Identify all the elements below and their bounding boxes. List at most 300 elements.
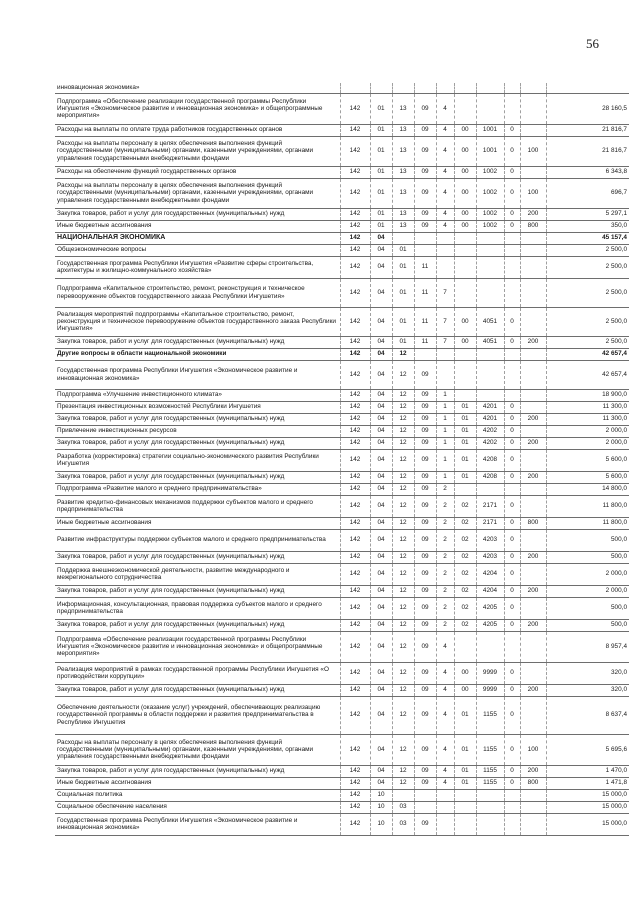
c-subprogram-cell: 1 [436,471,454,483]
table-row [55,631,629,662]
c-group-cell: 02 [454,551,476,563]
c-group-cell: 00 [454,124,476,136]
row-name: Другие вопросы в области национальной экономики [55,348,340,360]
c-program-cell: 09 [414,471,436,483]
table-row [55,336,629,348]
c-program-cell: 09 [414,597,436,619]
table-row [55,413,629,425]
c-subprogram-cell: 2 [436,619,454,631]
c-amount-cell: 2 500,0 [546,336,629,348]
c-subprogram-cell: 1 [436,425,454,437]
table-row [55,208,629,220]
row-name: Закупка товаров, работ и услуг для государственных (муниципальных) нужд [55,437,340,449]
c-direction-cell [476,244,504,256]
row-name: инновационная экономика» [55,83,340,93]
c-extra-cell [504,801,520,813]
table-row [55,662,629,684]
c-grbs-cell: 142 [340,360,370,389]
c-grbs-cell: 142 [340,517,370,529]
c-grbs-cell: 142 [340,662,370,684]
c-amount-cell: 2 000,0 [546,563,629,585]
c-program-cell: 09 [414,495,436,517]
c-grbs-cell: 142 [340,278,370,307]
c-subsection-cell: 12 [392,597,414,619]
c-group-cell [454,256,476,278]
c-subprogram-cell: 1 [436,389,454,401]
c-grbs-cell: 142 [340,483,370,495]
c-subprogram-cell: 7 [436,307,454,336]
c-program-cell: 11 [414,336,436,348]
row-name: Подпрограмма «Обеспечение реализации государственной программы Республики Ингушетия «Экономическое развитие и инновационная экономика» и общепрограммные мероприятия» [55,631,340,662]
c-expense-type-cell [520,597,546,619]
c-group-cell: 01 [454,696,476,734]
c-section-cell: 04 [370,413,392,425]
c-expense-type-cell: 200 [520,336,546,348]
c-extra-cell: 0 [504,437,520,449]
c-amount-cell: 11 800,0 [546,495,629,517]
table-row [55,307,629,336]
c-subprogram-cell: 1 [436,413,454,425]
c-program-cell: 09 [414,360,436,389]
table-body [55,83,629,835]
c-subprogram-cell: 7 [436,278,454,307]
row-name: Закупка товаров, работ и услуг для государственных (муниципальных) нужд [55,684,340,696]
row-name: Государственная программа Республики Ингушетия «Экономическое развитие и инновационная экономика» [55,813,340,835]
c-extra-cell: 0 [504,684,520,696]
c-expense-type-cell [520,425,546,437]
c-direction-cell: 2171 [476,517,504,529]
c-subprogram-cell: 4 [436,765,454,777]
c-group-cell [454,813,476,835]
c-section-cell: 01 [370,166,392,178]
c-direction-cell [476,93,504,124]
c-direction-cell: 9999 [476,684,504,696]
c-extra-cell [504,348,520,360]
row-name: Закупка товаров, работ и услуг для государственных (муниципальных) нужд [55,765,340,777]
row-name: Социальная политика [55,789,340,801]
c-direction-cell: 4208 [476,449,504,471]
c-amount-cell: 500,0 [546,619,629,631]
c-direction-cell: 4205 [476,597,504,619]
row-name: Социальное обеспечение населения [55,801,340,813]
c-expense-type-cell [520,801,546,813]
c-group-cell: 01 [454,777,476,789]
row-name: Общеэкономические вопросы [55,244,340,256]
c-subsection-cell: 12 [392,360,414,389]
c-extra-cell: 0 [504,619,520,631]
c-subsection-cell: 12 [392,529,414,551]
row-name: Закупка товаров, работ и услуг для государственных (муниципальных) нужд [55,551,340,563]
row-name: Расходы на выплаты персоналу в целях обеспечения выполнения функций государственными (муниципальными) органами, казенными учреждениями, органами управления государственными внебюджетными фондами [55,136,340,166]
c-section-cell: 04 [370,551,392,563]
c-subsection-cell: 12 [392,684,414,696]
table-row [55,734,629,765]
c-direction-cell [476,256,504,278]
c-expense-type-cell: 100 [520,136,546,166]
c-extra-cell: 0 [504,662,520,684]
table-row [55,136,629,166]
c-grbs-cell: 142 [340,166,370,178]
c-subprogram-cell [436,789,454,801]
c-amount-cell: 5 695,6 [546,734,629,765]
c-direction-cell [476,483,504,495]
c-section-cell: 04 [370,256,392,278]
table-row [55,83,629,93]
c-extra-cell [504,789,520,801]
c-subsection-cell: 12 [392,563,414,585]
c-section-cell: 10 [370,789,392,801]
c-subprogram-cell: 4 [436,124,454,136]
c-program-cell [414,83,436,93]
c-direction-cell: 4051 [476,307,504,336]
c-subsection-cell: 12 [392,585,414,597]
c-program-cell: 09 [414,449,436,471]
c-direction-cell: 1001 [476,124,504,136]
c-group-cell: 02 [454,619,476,631]
c-amount-cell: 2 500,0 [546,244,629,256]
c-grbs-cell: 142 [340,801,370,813]
c-extra-cell: 0 [504,517,520,529]
c-direction-cell [476,232,504,244]
c-group-cell [454,483,476,495]
c-expense-type-cell [520,307,546,336]
c-extra-cell: 0 [504,529,520,551]
table-row [55,232,629,244]
c-subprogram-cell: 4 [436,684,454,696]
c-group-cell [454,244,476,256]
c-extra-cell: 0 [504,449,520,471]
c-subsection-cell: 12 [392,777,414,789]
c-amount-cell: 350,0 [546,220,629,232]
c-amount-cell: 15 000,0 [546,789,629,801]
c-extra-cell [504,483,520,495]
c-program-cell: 09 [414,517,436,529]
c-program-cell [414,232,436,244]
c-group-cell: 00 [454,178,476,208]
table-row [55,220,629,232]
row-name: Закупка товаров, работ и услуг для государственных (муниципальных) нужд [55,619,340,631]
c-subprogram-cell: 4 [436,662,454,684]
c-subprogram-cell: 4 [436,178,454,208]
table-row [55,597,629,619]
c-expense-type-cell: 200 [520,437,546,449]
table-row [55,178,629,208]
c-amount-cell: 2 000,0 [546,437,629,449]
c-group-cell [454,789,476,801]
c-extra-cell: 0 [504,220,520,232]
c-program-cell: 09 [414,684,436,696]
c-subsection-cell: 12 [392,631,414,662]
c-grbs-cell: 142 [340,232,370,244]
c-direction-cell: 4051 [476,336,504,348]
c-subsection-cell: 12 [392,425,414,437]
table-row [55,684,629,696]
c-section-cell: 04 [370,278,392,307]
c-program-cell: 09 [414,220,436,232]
c-group-cell: 01 [454,765,476,777]
c-amount-cell: 11 300,0 [546,401,629,413]
c-expense-type-cell: 800 [520,220,546,232]
table-row [55,278,629,307]
c-program-cell: 09 [414,777,436,789]
c-amount-cell: 28 160,5 [546,93,629,124]
c-expense-type-cell: 100 [520,734,546,765]
c-group-cell: 01 [454,449,476,471]
row-name: Иные бюджетные ассигнования [55,517,340,529]
table-row [55,801,629,813]
c-grbs-cell: 142 [340,529,370,551]
c-section-cell: 04 [370,336,392,348]
c-section-cell: 04 [370,244,392,256]
row-name: Поддержка внешнеэкономической деятельности, развитие международного и межрегионального сотрудничества [55,563,340,585]
c-grbs-cell: 142 [340,495,370,517]
c-direction-cell: 1002 [476,166,504,178]
c-amount-cell: 500,0 [546,551,629,563]
c-subprogram-cell: 4 [436,777,454,789]
c-grbs-cell: 142 [340,551,370,563]
c-expense-type-cell: 200 [520,413,546,425]
table-row [55,449,629,471]
c-amount-cell: 2 000,0 [546,425,629,437]
c-subsection-cell: 12 [392,389,414,401]
c-expense-type-cell: 200 [520,765,546,777]
c-direction-cell: 1002 [476,220,504,232]
c-amount-cell: 2 000,0 [546,585,629,597]
c-expense-type-cell [520,389,546,401]
c-amount-cell: 2 500,0 [546,307,629,336]
table-row [55,765,629,777]
c-subprogram-cell: 4 [436,208,454,220]
c-program-cell: 09 [414,93,436,124]
c-grbs-cell: 142 [340,425,370,437]
c-section-cell: 04 [370,483,392,495]
c-section-cell: 01 [370,220,392,232]
c-extra-cell: 0 [504,136,520,166]
c-expense-type-cell [520,789,546,801]
c-subprogram-cell: 4 [436,734,454,765]
c-section-cell: 01 [370,124,392,136]
c-section-cell: 04 [370,619,392,631]
c-section-cell: 01 [370,178,392,208]
c-extra-cell [504,232,520,244]
c-subsection-cell: 12 [392,471,414,483]
c-direction-cell: 4208 [476,471,504,483]
table-row [55,244,629,256]
c-extra-cell: 0 [504,425,520,437]
c-grbs-cell: 142 [340,619,370,631]
c-section-cell: 04 [370,563,392,585]
c-grbs-cell: 142 [340,136,370,166]
table-row [55,483,629,495]
c-expense-type-cell: 200 [520,471,546,483]
c-subsection-cell [392,232,414,244]
c-group-cell: 01 [454,401,476,413]
c-grbs-cell: 142 [340,256,370,278]
c-subsection-cell: 01 [392,244,414,256]
c-extra-cell: 0 [504,208,520,220]
c-grbs-cell: 142 [340,585,370,597]
c-amount-cell: 15 000,0 [546,801,629,813]
c-section-cell [370,83,392,93]
c-direction-cell: 4201 [476,401,504,413]
c-expense-type-cell [520,348,546,360]
c-amount-cell: 320,0 [546,684,629,696]
c-direction-cell [476,348,504,360]
c-program-cell: 09 [414,662,436,684]
table-row [55,777,629,789]
c-amount-cell: 5 600,0 [546,449,629,471]
c-extra-cell: 0 [504,307,520,336]
c-section-cell: 04 [370,401,392,413]
c-subprogram-cell: 2 [436,495,454,517]
c-direction-cell [476,631,504,662]
c-section-cell: 01 [370,136,392,166]
c-subprogram-cell: 4 [436,696,454,734]
table-row [55,813,629,835]
c-section-cell: 04 [370,684,392,696]
c-expense-type-cell: 200 [520,684,546,696]
c-grbs-cell: 142 [340,471,370,483]
c-group-cell: 02 [454,495,476,517]
row-name: Расходы на обеспечение функций государственных органов [55,166,340,178]
c-extra-cell: 0 [504,765,520,777]
c-expense-type-cell [520,232,546,244]
c-program-cell: 09 [414,136,436,166]
c-amount-cell: 11 800,0 [546,517,629,529]
c-amount-cell: 320,0 [546,662,629,684]
table-row [55,166,629,178]
c-extra-cell: 0 [504,495,520,517]
row-name: Закупка товаров, работ и услуг для государственных (муниципальных) нужд [55,208,340,220]
c-section-cell: 01 [370,93,392,124]
c-subsection-cell: 12 [392,401,414,413]
c-grbs-cell: 142 [340,307,370,336]
c-grbs-cell: 142 [340,389,370,401]
c-amount-cell: 14 800,0 [546,483,629,495]
row-name: Подпрограмма «Обеспечение реализации государственной программы Республики Ингушетия «Экономическое развитие и инновационная экономика» и общепрограммные мероприятия» [55,93,340,124]
c-group-cell [454,93,476,124]
c-expense-type-cell: 200 [520,585,546,597]
c-group-cell [454,631,476,662]
c-section-cell: 04 [370,777,392,789]
c-program-cell: 09 [414,389,436,401]
c-subsection-cell: 13 [392,124,414,136]
c-subsection-cell: 03 [392,813,414,835]
c-extra-cell: 0 [504,471,520,483]
c-grbs-cell: 142 [340,813,370,835]
c-subprogram-cell [436,83,454,93]
c-section-cell: 10 [370,801,392,813]
table-row [55,551,629,563]
c-direction-cell: 9999 [476,662,504,684]
c-subprogram-cell [436,232,454,244]
c-direction-cell [476,360,504,389]
c-section-cell: 04 [370,425,392,437]
c-direction-cell: 4205 [476,619,504,631]
c-group-cell: 01 [454,425,476,437]
c-expense-type-cell [520,401,546,413]
c-subsection-cell: 12 [392,619,414,631]
c-program-cell: 09 [414,437,436,449]
c-program-cell: 09 [414,483,436,495]
c-expense-type-cell: 200 [520,619,546,631]
c-subsection-cell: 13 [392,208,414,220]
c-subprogram-cell: 1 [436,449,454,471]
c-expense-type-cell [520,360,546,389]
c-direction-cell: 1155 [476,777,504,789]
c-direction-cell: 1002 [476,208,504,220]
budget-table [55,83,629,836]
c-expense-type-cell [520,813,546,835]
c-group-cell: 00 [454,220,476,232]
c-extra-cell: 0 [504,585,520,597]
c-grbs-cell: 142 [340,631,370,662]
table-row [55,401,629,413]
c-group-cell [454,389,476,401]
c-program-cell [414,244,436,256]
table-row [55,495,629,517]
c-grbs-cell: 142 [340,220,370,232]
table-row [55,425,629,437]
c-subsection-cell: 03 [392,801,414,813]
row-name: Закупка товаров, работ и услуг для государственных (муниципальных) нужд [55,471,340,483]
c-grbs-cell: 142 [340,777,370,789]
c-group-cell: 01 [454,471,476,483]
row-name: Иные бюджетные ассигнования [55,220,340,232]
c-expense-type-cell [520,631,546,662]
c-group-cell: 00 [454,307,476,336]
c-expense-type-cell: 200 [520,208,546,220]
c-subsection-cell: 01 [392,307,414,336]
c-amount-cell [546,83,629,93]
c-subsection-cell: 12 [392,696,414,734]
c-amount-cell: 6 343,8 [546,166,629,178]
c-group-cell: 00 [454,662,476,684]
c-expense-type-cell: 800 [520,777,546,789]
row-name: Разработка (корректировка) стратегии социально-экономического развития Республики Ингушетия [55,449,340,471]
table-row [55,360,629,389]
table-row [55,471,629,483]
c-subsection-cell: 13 [392,220,414,232]
table-row [55,256,629,278]
c-direction-cell [476,789,504,801]
row-name: Расходы на выплаты персоналу в целях обеспечения выполнения функций государственными (муниципальными) органами, казенными учреждениями, органами управления государственными внебюджетными фондами [55,734,340,765]
row-name: Развитие инфраструктуры поддержки субъектов малого и среднего предпринимательства [55,529,340,551]
c-extra-cell [504,256,520,278]
row-name: Расходы на выплаты персоналу в целях обеспечения выполнения функций государственными (муниципальными) органами, казенными учреждениями, органами управления государственными внебюджетными фондами [55,178,340,208]
c-section-cell: 04 [370,529,392,551]
c-program-cell: 11 [414,256,436,278]
c-program-cell [414,348,436,360]
table-row [55,93,629,124]
c-section-cell: 01 [370,208,392,220]
c-amount-cell: 2 500,0 [546,278,629,307]
c-direction-cell: 2171 [476,495,504,517]
c-expense-type-cell [520,256,546,278]
c-amount-cell: 45 157,4 [546,232,629,244]
c-amount-cell: 21 816,7 [546,124,629,136]
c-group-cell: 02 [454,597,476,619]
c-extra-cell [504,93,520,124]
table-row [55,563,629,585]
row-name: Подпрограмма «Улучшение инвестиционного климата» [55,389,340,401]
c-program-cell: 09 [414,208,436,220]
c-amount-cell: 21 816,7 [546,136,629,166]
c-direction-cell: 1001 [476,136,504,166]
c-extra-cell: 0 [504,401,520,413]
c-amount-cell: 42 657,4 [546,360,629,389]
c-group-cell [454,801,476,813]
